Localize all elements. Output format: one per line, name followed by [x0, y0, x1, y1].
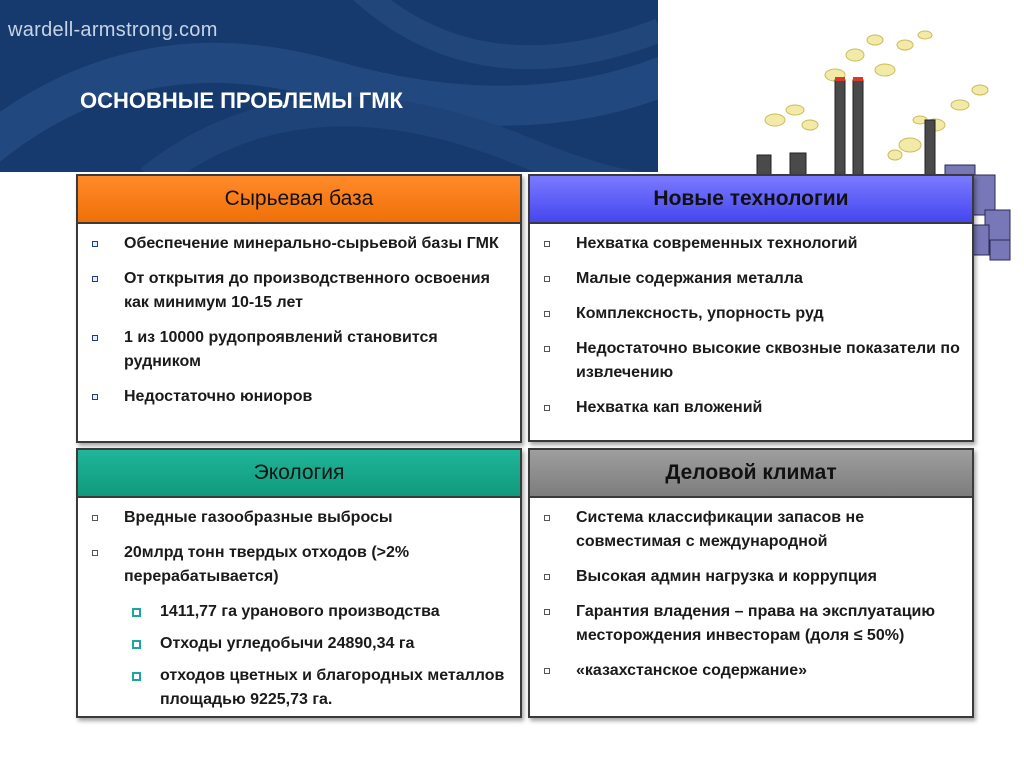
square-bullet-icon [544, 609, 550, 615]
panel-header: Сырьевая база [78, 176, 520, 224]
brand-text: wardell-armstrong.com [8, 19, 218, 41]
list-item: Малые содержания металла [544, 267, 960, 291]
list-item: Нехватка кап вложений [544, 396, 960, 420]
square-bullet-icon [544, 241, 550, 247]
list-item: Высокая админ нагрузка и коррупция [544, 565, 960, 589]
list-item: Вредные газообразные выбросы [92, 506, 508, 530]
list-item: Недостаточно высокие сквозные показатели по извлечению [544, 337, 960, 385]
square-bullet-icon [544, 311, 550, 317]
list-item: От открытия до производственного освоения как минимум 10-15 лет [92, 267, 508, 315]
list-item: «казахстанское содержание» [544, 659, 960, 683]
panel-header: Экология [78, 450, 520, 498]
panel-header: Деловой климат [530, 450, 972, 498]
sub-list-item: отходов цветных и благородных металлов площадью 9225,73 га. [92, 664, 508, 712]
teal-square-bullet-icon [132, 640, 141, 649]
teal-square-bullet-icon [132, 672, 141, 681]
panel-ecology [76, 448, 522, 718]
square-bullet-icon [544, 405, 550, 411]
list-item: Комплексность, упорность руд [544, 302, 960, 326]
list-item: Недостаточно юниоров [92, 385, 508, 409]
list-item: Гарантия владения – права на эксплуатацию месторождения инвесторам (доля ≤ 50%) [544, 600, 960, 648]
panel-business-climate [528, 448, 974, 718]
square-bullet-icon [544, 346, 550, 352]
header-banner [0, 0, 658, 172]
square-bullet-icon [544, 668, 550, 674]
square-bullet-icon [92, 550, 98, 556]
square-bullet-icon [544, 276, 550, 282]
square-bullet-icon [92, 515, 98, 521]
sub-list-item: Отходы угледобычи 24890,34 га [92, 632, 508, 656]
panel-raw-materials [76, 174, 522, 443]
square-bullet-icon [92, 241, 98, 247]
list-item: Система классификации запасов не совместимая с международной [544, 506, 960, 554]
page-title: ОСНОВНЫЕ ПРОБЛЕМЫ ГМК [80, 88, 403, 113]
square-bullet-icon [92, 335, 98, 341]
square-bullet-icon [544, 574, 550, 580]
list-item: Нехватка современных технологий [544, 232, 960, 256]
list-item: 20млрд тонн твердых отходов (>2% перерабатывается) [92, 541, 508, 589]
square-bullet-icon [92, 276, 98, 282]
square-bullet-icon [544, 515, 550, 521]
list-item: 1 из 10000 рудопроявлений становится рудником [92, 326, 508, 374]
teal-square-bullet-icon [132, 608, 141, 617]
list-item: Обеспечение минерально-сырьевой базы ГМК [92, 232, 508, 256]
sub-list-item: 1411,77 га уранового производства [92, 600, 508, 624]
square-bullet-icon [92, 394, 98, 400]
panel-new-technologies [528, 174, 974, 442]
panel-header: Новые технологии [530, 176, 972, 224]
